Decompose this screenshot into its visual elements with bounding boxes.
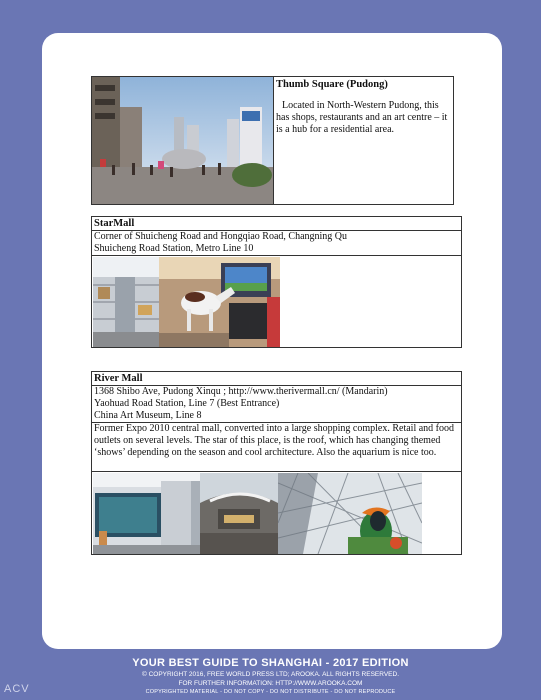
starmall-transport: Shuicheng Road Station, Metro Line 10 xyxy=(94,243,254,254)
starmall-title: StarMall xyxy=(94,218,135,229)
thumb-square-table xyxy=(91,76,454,205)
river-mall-photo-aquarium xyxy=(93,473,200,554)
starmall-photo-atrium xyxy=(93,257,159,347)
starmall-address: Corner of Shuicheng Road and Hongqiao Road, Changning Qu xyxy=(94,231,348,242)
footer-warning: COPYRIGHTED MATERIAL - DO NOT COPY - DO NOT DISTRIBUTE - DO NOT REPRODUCE xyxy=(145,689,396,695)
footer-copyright: © COPYRIGHT 2016, FREE WORLD PRESS LTD; AROOKA. ALL RIGHTS RESERVED. xyxy=(141,671,400,678)
river-mall-transport-2: China Art Museum, Line 8 xyxy=(94,410,202,421)
river-mall-photo-roof xyxy=(278,473,422,554)
corner-mark: ACV xyxy=(4,683,30,695)
thumb-square-description: Located in North-Western Pudong, this has shops, restaurants and an art centre – it is a hub for a residential area. xyxy=(276,100,448,135)
starmall-table xyxy=(91,216,462,348)
river-mall-title: River Mall xyxy=(94,373,143,384)
starmall-photo-horse xyxy=(159,257,280,347)
river-mall-transport-1: Yaohuad Road Station, Line 7 (Best Entrance) xyxy=(94,398,280,409)
thumb-square-photo xyxy=(92,77,274,204)
river-mall-description: Former Expo 2010 central mall, converted into a large shopping complex. Retail and food outlets on several levels. The star of this place, is the roof, which has changing themed ‘shows’ depending on the season and cool architecture. Also the aquarium is nice too. xyxy=(94,423,454,458)
river-mall-table xyxy=(91,371,462,555)
thumb-square-title: Thumb Square (Pudong) xyxy=(276,79,388,90)
river-mall-photo-interior xyxy=(200,473,278,554)
footer-info: FOR FURTHER INFORMATION: HTTP://WWW.AROOKA.COM xyxy=(178,680,363,687)
footer-title: YOUR BEST GUIDE TO SHANGHAI - 2017 EDITION xyxy=(132,657,409,669)
river-mall-address: 1368 Shibo Ave, Pudong Xinqu ; http://www.therivermall.cn/ (Mandarin) xyxy=(94,386,388,397)
